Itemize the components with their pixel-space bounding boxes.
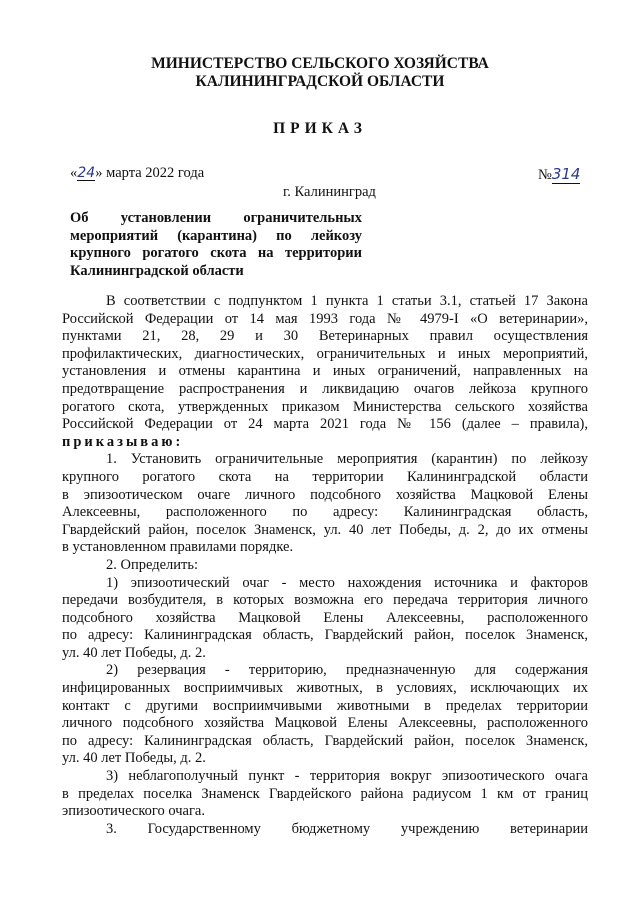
body-line: Гвардейский район, поселок Знаменск, ул. 40 лет Победы, д. 2, до их отмены <box>62 521 588 538</box>
body-line: 2) резервация - территорию, предназначенную для содержания <box>106 662 588 679</box>
body-line: 1) эпизоотический очаг - место нахождения источника и факторов <box>106 574 588 591</box>
body-line: инфицированных восприимчивых животных, в условиях, исключающих их <box>62 680 588 697</box>
body-line: в установленном правилами порядке. <box>62 539 294 556</box>
subject-line: мероприятий (карантина) по лейкозу <box>70 227 362 244</box>
body-line: Российской Федерации от 14 мая 1993 года № 4979-I «О ветеринарии», <box>62 310 588 327</box>
body-line: Алексеевны, расположенного по адресу: Калининградская область, <box>62 504 588 521</box>
body-line: в пределах поселка Знаменск Гвардейского района радиусом 1 км от границ <box>62 785 588 802</box>
body-line: 3. Государственному бюджетному учреждению ветеринарии <box>106 820 588 837</box>
body-line: ул. 40 лет Победы, д. 2. <box>62 750 206 767</box>
body-line: передачи возбудителя, в которых возможна его передача территория личного <box>62 592 588 609</box>
city-line: г. Калининград <box>283 184 376 200</box>
body-line: 1. Установить ограничительные мероприятия (карантин) по лейкозу <box>106 451 588 468</box>
ministry-name-line1: МИНИСТЕРСТВО СЕЛЬСКОГО ХОЗЯЙСТВА <box>151 55 489 72</box>
body-line: установления и отмены карантина и иных ограничений, направленных на <box>62 363 588 380</box>
ministry-name-line2: КАЛИНИНГРАДСКОЙ ОБЛАСТИ <box>195 73 445 90</box>
body-line: Российской Федерации от 24 марта 2021 года № 156 (далее – правила), <box>62 416 588 433</box>
body-line: рогатого скота, утвержденных приказом Министерства сельского хозяйства <box>62 398 588 415</box>
body-line: В соответствии с подпунктом 1 пункта 1 статьи 3.1, статьей 17 Закона <box>106 293 588 309</box>
body-line: в эпизоотическом очаге личного подсобного хозяйства Мацковой Елены <box>62 486 588 503</box>
order-number <box>538 165 580 184</box>
body-line: профилактических, диагностических, ограничительных и иных мероприятий, <box>62 345 588 362</box>
body-line: предотвращение распространения и ликвидацию очагов лейкоза крупного <box>62 380 588 397</box>
body-line: крупного рогатого скота на территории Калининградской области <box>62 468 588 485</box>
order-body <box>62 293 588 838</box>
prikazyvayu-line: приказываю: <box>62 433 184 450</box>
body-line: 2. Определить: <box>106 556 199 573</box>
subject-line: Калининградской области <box>70 262 244 279</box>
body-line: пунктами 21, 28, 29 и 30 Ветеринарных правил осуществления <box>62 328 588 345</box>
order-date <box>70 165 204 182</box>
document-type-title: ПРИКАЗ <box>273 120 367 137</box>
body-line: по адресу: Калининградская область, Гвардейский район, поселок Знаменск, <box>62 732 588 749</box>
body-line: ул. 40 лет Победы, д. 2. <box>62 644 206 661</box>
ministry-header <box>0 55 640 91</box>
body-line: подсобного хозяйства Мацковой Елены Алексеевны, расположенного <box>62 609 588 626</box>
handwritten-day: 24 <box>77 165 96 181</box>
body-line: эпизоотического очага. <box>62 803 205 820</box>
date-open-quote: « <box>70 165 78 181</box>
order-subject <box>70 210 362 280</box>
date-month-year: » марта 2022 года <box>95 165 205 181</box>
subject-line: Об установлении ограничительных <box>70 210 362 226</box>
handwritten-number: 314 <box>551 165 581 183</box>
body-line: личного подсобного хозяйства Мацковой Елены Алексеевны, расположенного <box>62 715 588 732</box>
body-line: по адресу: Калининградская область, Гвардейский район, поселок Знаменск, <box>62 627 588 644</box>
body-line: контакт с другими восприимчивыми животными в пределах территории <box>62 697 588 714</box>
body-line: 3) неблагополучный пункт - территория вокруг эпизоотического очага <box>106 768 588 785</box>
subject-line: крупного рогатого скота на территории <box>70 245 362 261</box>
number-prefix: № <box>538 167 552 183</box>
